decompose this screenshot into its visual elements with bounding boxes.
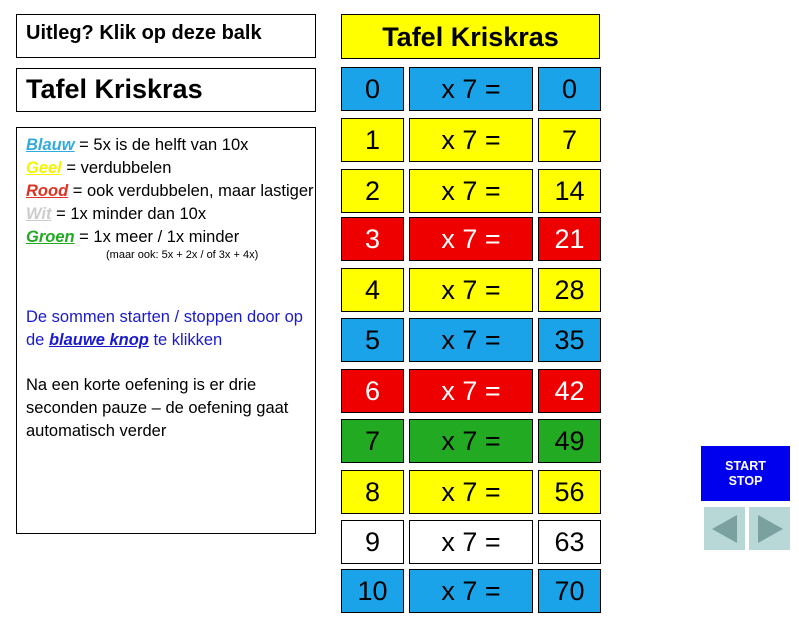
table-operator-cell: x 7 = — [409, 118, 533, 162]
blauw-text: = 5x is de helft van 10x — [74, 136, 249, 154]
start-stop-button[interactable] — [701, 446, 790, 501]
table-multiplier-cell: 5 — [341, 318, 404, 362]
table-result-cell: 56 — [538, 470, 601, 514]
legend-geel — [26, 157, 315, 180]
table-result-cell: 63 — [538, 520, 601, 564]
table-multiplier-cell: 9 — [341, 520, 404, 564]
table-result-cell: 35 — [538, 318, 601, 362]
groen-label: Groen — [26, 228, 75, 246]
table-result-cell: 14 — [538, 169, 601, 213]
table-operator-cell: x 7 = — [409, 369, 533, 413]
table-multiplier-cell: 6 — [341, 369, 404, 413]
legend-panel — [16, 127, 316, 534]
table-result-cell: 42 — [538, 369, 601, 413]
start-instruction — [26, 306, 315, 352]
triangle-left-icon — [709, 513, 741, 545]
table-operator-cell: x 7 = — [409, 217, 533, 261]
legend-wit — [26, 203, 315, 226]
table-operator-cell: x 7 = — [409, 67, 533, 111]
groen-subnote: (maar ook: 5x + 2x / of 3x + 4x) — [106, 249, 259, 261]
table-operator-cell: x 7 = — [409, 169, 533, 213]
previous-button[interactable] — [704, 507, 745, 550]
table-title: Tafel Kriskras — [341, 14, 600, 59]
table-result-cell: 28 — [538, 268, 601, 312]
table-multiplier-cell: 4 — [341, 268, 404, 312]
table-result-cell: 49 — [538, 419, 601, 463]
table-result-cell: 0 — [538, 67, 601, 111]
table-multiplier-cell: 1 — [341, 118, 404, 162]
geel-label: Geel — [26, 159, 62, 177]
table-multiplier-cell: 2 — [341, 169, 404, 213]
table-multiplier-cell: 3 — [341, 217, 404, 261]
table-multiplier-cell: 7 — [341, 419, 404, 463]
stop-label: STOP — [728, 473, 763, 488]
geel-text: = verdubbelen — [61, 159, 172, 177]
triangle-right-icon — [754, 513, 786, 545]
start-label: START — [725, 458, 766, 473]
table-operator-cell: x 7 = — [409, 470, 533, 514]
legend-groen — [26, 226, 315, 249]
table-operator-cell: x 7 = — [409, 569, 533, 613]
start-post: te klikken — [148, 331, 223, 349]
table-operator-cell: x 7 = — [409, 318, 533, 362]
table-multiplier-cell: 8 — [341, 470, 404, 514]
table-operator-cell: x 7 = — [409, 520, 533, 564]
table-result-cell: 70 — [538, 569, 601, 613]
table-operator-cell: x 7 = — [409, 268, 533, 312]
uitleg-bar[interactable]: Uitleg? Klik op deze balk — [16, 14, 316, 58]
table-result-cell: 21 — [538, 217, 601, 261]
rood-label: Rood — [26, 182, 69, 200]
page-title: Tafel Kriskras — [16, 68, 316, 112]
groen-text: = 1x meer / 1x minder — [74, 228, 240, 246]
legend-blauw — [26, 134, 315, 157]
start-pre: De sommen starten / stoppen door op de — [26, 308, 303, 349]
next-button[interactable] — [749, 507, 790, 550]
legend-rood — [26, 180, 315, 203]
wit-label: Wit — [26, 205, 52, 223]
table-multiplier-cell: 10 — [341, 569, 404, 613]
rood-text: = ook verdubbelen, maar lastiger — [68, 182, 314, 200]
wit-text: = 1x minder dan 10x — [51, 205, 207, 223]
pause-instruction: Na een korte oefening is er drie seconden pauze – de oefening gaat automatisch verder — [26, 376, 289, 440]
blauw-label: Blauw — [26, 136, 75, 154]
table-multiplier-cell: 0 — [341, 67, 404, 111]
table-operator-cell: x 7 = — [409, 419, 533, 463]
blue-button-link: blauwe knop — [48, 331, 149, 349]
table-result-cell: 7 — [538, 118, 601, 162]
